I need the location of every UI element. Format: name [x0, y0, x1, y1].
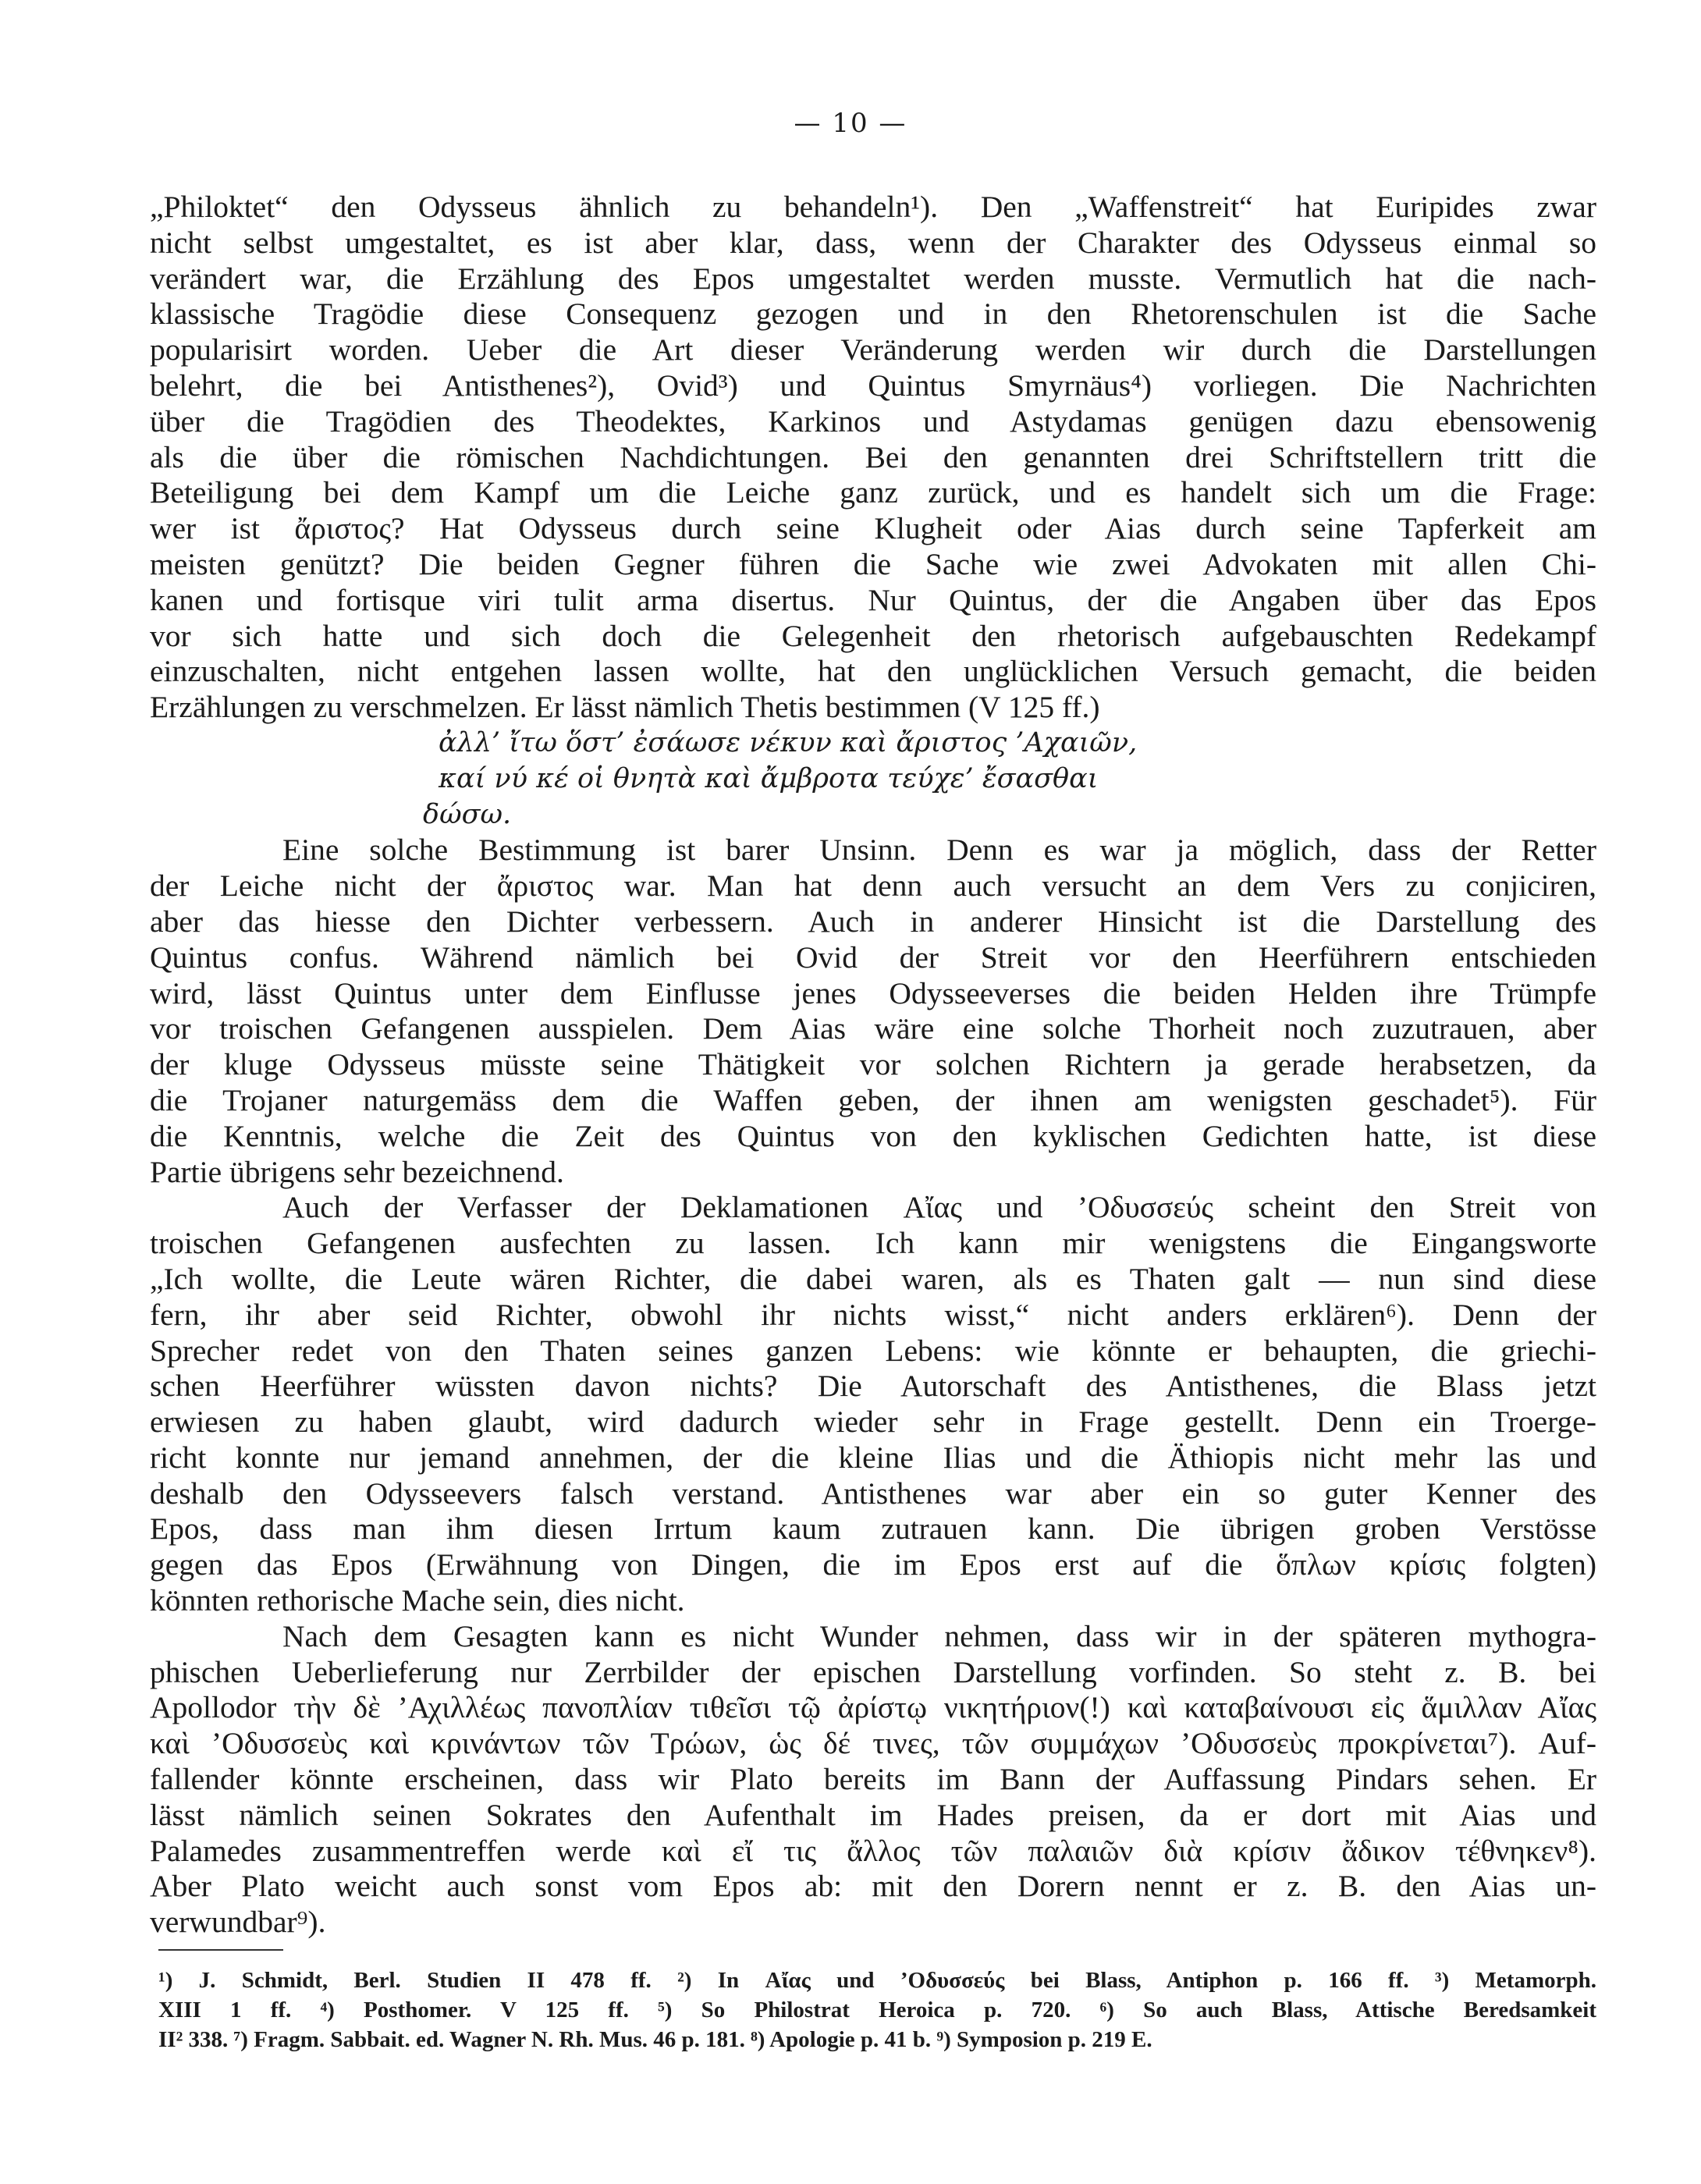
text-line: καὶ ’Οδυσσεὺς καὶ κρινάντων τῶν Τρώων, ὡς δέ τινες, τῶν συμμάχων ’Οδυσσεὺς προκρίνεται⁷). Auf-: [150, 1726, 1596, 1761]
text-line: Erzählungen zu verschmelzen. Er lässt nämlich Thetis bestimmen (V 125 ff.): [150, 690, 1100, 725]
text-line: fallender könnte erscheinen, dass wir Plato bereits im Bann der Auffassung Pindars sehen. Er: [150, 1762, 1596, 1797]
text-line: der Leiche nicht der ἄριστος war. Man hat denn auch versucht an dem Vers zu conjiciren,: [150, 868, 1596, 904]
text-line: „Ich wollte, die Leute wären Richter, die dabei waren, als es Thaten galt — nun sind diese: [150, 1261, 1596, 1296]
text-line: Palamedes zusammentreffen werde καὶ εἴ τις ἄλλος τῶν παλαιῶν διὰ κρίσιν ἄδικον τέθνηκεν⁸).: [150, 1833, 1596, 1868]
text-line: lässt nämlich seinen Sokrates den Aufenthalt im Hades preisen, da er dort mit Aias und: [150, 1797, 1596, 1832]
text-line: aber das hiesse den Dichter verbessern. Auch in anderer Hinsicht ist die Darstellung des: [150, 904, 1596, 939]
greek-verse-line: καί νύ κέ οἱ θνητὰ καὶ ἄμβροτα τεύχε’ ἔσασθαι: [439, 762, 1099, 794]
text-line: der kluge Odysseus müsste seine Thätigkeit vor solchen Richtern ja gerade herabsetzen, da: [150, 1047, 1596, 1082]
text-line: könnten rethorische Mache sein, dies nicht.: [150, 1583, 685, 1618]
text-line: Apollodor τὴν δὲ ’Αχιλλέως πανοπλίαν τιθεῖσι τῷ ἀρίστῳ νικητήριον(!) καὶ καταβαίνουσι εἰς ἅμιλλαν Αἴας: [150, 1690, 1596, 1725]
text-line: vor sich hatte und sich doch die Gelegenheit den rhetorisch aufgebauschten Redekampf: [150, 618, 1596, 653]
text-line: wer ist ἄριστος? Hat Odysseus durch seine Klugheit oder Aias durch seine Tapferkeit am: [150, 511, 1596, 546]
text-line: gegen das Epos (Erwähnung von Dingen, die im Epos erst auf die ὅπλων κρίσις folgten): [150, 1547, 1596, 1582]
text-line: klassische Tragödie diese Consequenz gezogen und in den Rhetorenschulen ist die Sache: [150, 297, 1596, 332]
text-line: über die Tragödien des Theodektes, Karkinos und Astydamas genügen dazu ebensowenig: [150, 403, 1596, 439]
text-line: verändert war, die Erzählung des Epos umgestaltet werden musste. Vermutlich hat die nach-: [150, 261, 1596, 296]
text-line: Beteiligung bei dem Kampf um die Leiche ganz zurück, und es handelt sich um die Frage:: [150, 475, 1596, 510]
text-line: richt konnte nur jemand annehmen, der die kleine Ilias und die Äthiopis nicht mehr las und: [150, 1440, 1596, 1475]
text-line: phischen Ueberlieferung nur Zerrbilder der epischen Darstellung vorfinden. So steht z. B. bei: [150, 1654, 1596, 1689]
text-line: deshalb den Odysseevers falsch verstand. Antisthenes war aber ein so guter Kenner des: [150, 1476, 1596, 1511]
text-line: Aber Plato weicht auch sonst vom Epos ab: mit den Dorern nennt er z. B. den Aias un-: [150, 1869, 1596, 1904]
text-line: als die über die römischen Nachdichtungen. Bei den genannten drei Schriftstellern tritt die: [150, 439, 1596, 474]
footnote-line: ¹) J. Schmidt, Berl. Studien II 478 ff. ²) In Αἴας und ’Οδυσσεύς bei Blass, Antiphon p. 166 ff. ³) Metamorph.: [158, 1968, 1596, 1993]
text-line: „Philoktet“ den Odysseus ähnlich zu behandeln¹). Den „Waffenstreit“ hat Euripides zwar: [150, 190, 1596, 224]
text-line: kanen und fortisque viri tulit arma disertus. Nur Quintus, der die Angaben über das Epos: [150, 582, 1596, 617]
footnote-line: XIII 1 ff. ⁴) Posthomer. V 125 ff. ⁵) So Philostrat Heroica p. 720. ⁶) So auch Blass, Attische Beredsamkeit: [158, 1998, 1596, 2022]
paragraph-first-line: Eine solche Bestimmung ist barer Unsinn. Denn es war ja möglich, dass der Retter: [282, 833, 1596, 868]
text-line: popularisirt worden. Ueber die Art dieser Veränderung werden wir durch die Darstellungen: [150, 332, 1596, 368]
text-line: verwundbar⁹).: [150, 1905, 326, 1940]
text-line: wird, lässt Quintus unter dem Einflusse jenes Odysseeverses die beiden Helden ihre Trümpfe: [150, 975, 1596, 1010]
text-line: Quintus confus. Während nämlich bei Ovid der Streit vor den Heerführern entschieden: [150, 939, 1596, 975]
text-line: einzuschalten, nicht entgehen lassen wollte, hat den unglücklichen Versuch gemacht, die beiden: [150, 654, 1596, 689]
text-line: schen Heerführer wüssten davon nichts? Die Autorschaft des Antisthenes, die Blass jetzt: [150, 1369, 1596, 1404]
footnote-divider: [158, 1949, 283, 1951]
footnote-line: II² 338. ⁷) Fragm. Sabbait. ed. Wagner N. Rh. Mus. 46 p. 181. ⁸) Apologie p. 41 b. ⁹) Symposion p. 219 E.: [158, 2027, 1152, 2052]
text-line: die Trojaner naturgemäss dem die Waffen geben, der ihnen am wenigsten geschadet⁵). Für: [150, 1082, 1596, 1117]
footnotes: [158, 1966, 1596, 2054]
text-line: vor troischen Gefangenen ausspielen. Dem Aias wäre eine solche Thorheit noch zuzutrauen, aber: [150, 1011, 1596, 1046]
text-line: erwiesen zu haben glaubt, wird dadurch wieder sehr in Frage gestellt. Denn ein Troerge-: [150, 1405, 1596, 1440]
paragraph-first-line: Auch der Verfasser der Deklamationen Αἴας und ’Οδυσσεύς scheint den Streit von: [282, 1190, 1596, 1225]
text-line: belehrt, die bei Antisthenes²), Ovid³) und Quintus Smyrnäus⁴) vorliegen. Die Nachrichten: [150, 368, 1596, 403]
text-line: die Kenntnis, welche die Zeit des Quintus von den kyklischen Gedichten hatte, ist diese: [150, 1118, 1596, 1153]
text-line: Partie übrigens sehr bezeichnend.: [150, 1154, 564, 1189]
greek-verse-line: δώσω.: [423, 798, 512, 830]
text-line: Sprecher redet von den Thaten seines ganzen Lebens: wie könnte er behaupten, die griechi-: [150, 1333, 1596, 1368]
text-line: fern, ihr aber seid Richter, obwohl ihr nichts wisst,“ nicht anders erklären⁶). Denn der: [150, 1297, 1596, 1332]
text-line: troischen Gefangenen ausfechten zu lassen. Ich kann mir wenigstens die Eingangsworte: [150, 1226, 1596, 1261]
text-line: meisten genützt? Die beiden Gegner führen die Sache wie zwei Advokaten mit allen Chi-: [150, 546, 1596, 581]
body-text: [150, 190, 1596, 1941]
text-line: Epos, dass man ihm diesen Irrtum kaum zutrauen kann. Die übrigen groben Verstösse: [150, 1511, 1596, 1547]
page-number: — 10 —: [794, 108, 907, 139]
paragraph-first-line: Nach dem Gesagten kann es nicht Wunder nehmen, dass wir in der späteren mythogra-: [282, 1618, 1596, 1653]
greek-verse-line: ἀλλ’ ἴτω ὅστ’ ἐσάωσε νέκυν καὶ ἄριστος ’Αχαιῶν,: [439, 726, 1138, 758]
text-line: nicht selbst umgestaltet, es ist aber klar, dass, wenn der Charakter des Odysseus einmal so: [150, 225, 1596, 260]
